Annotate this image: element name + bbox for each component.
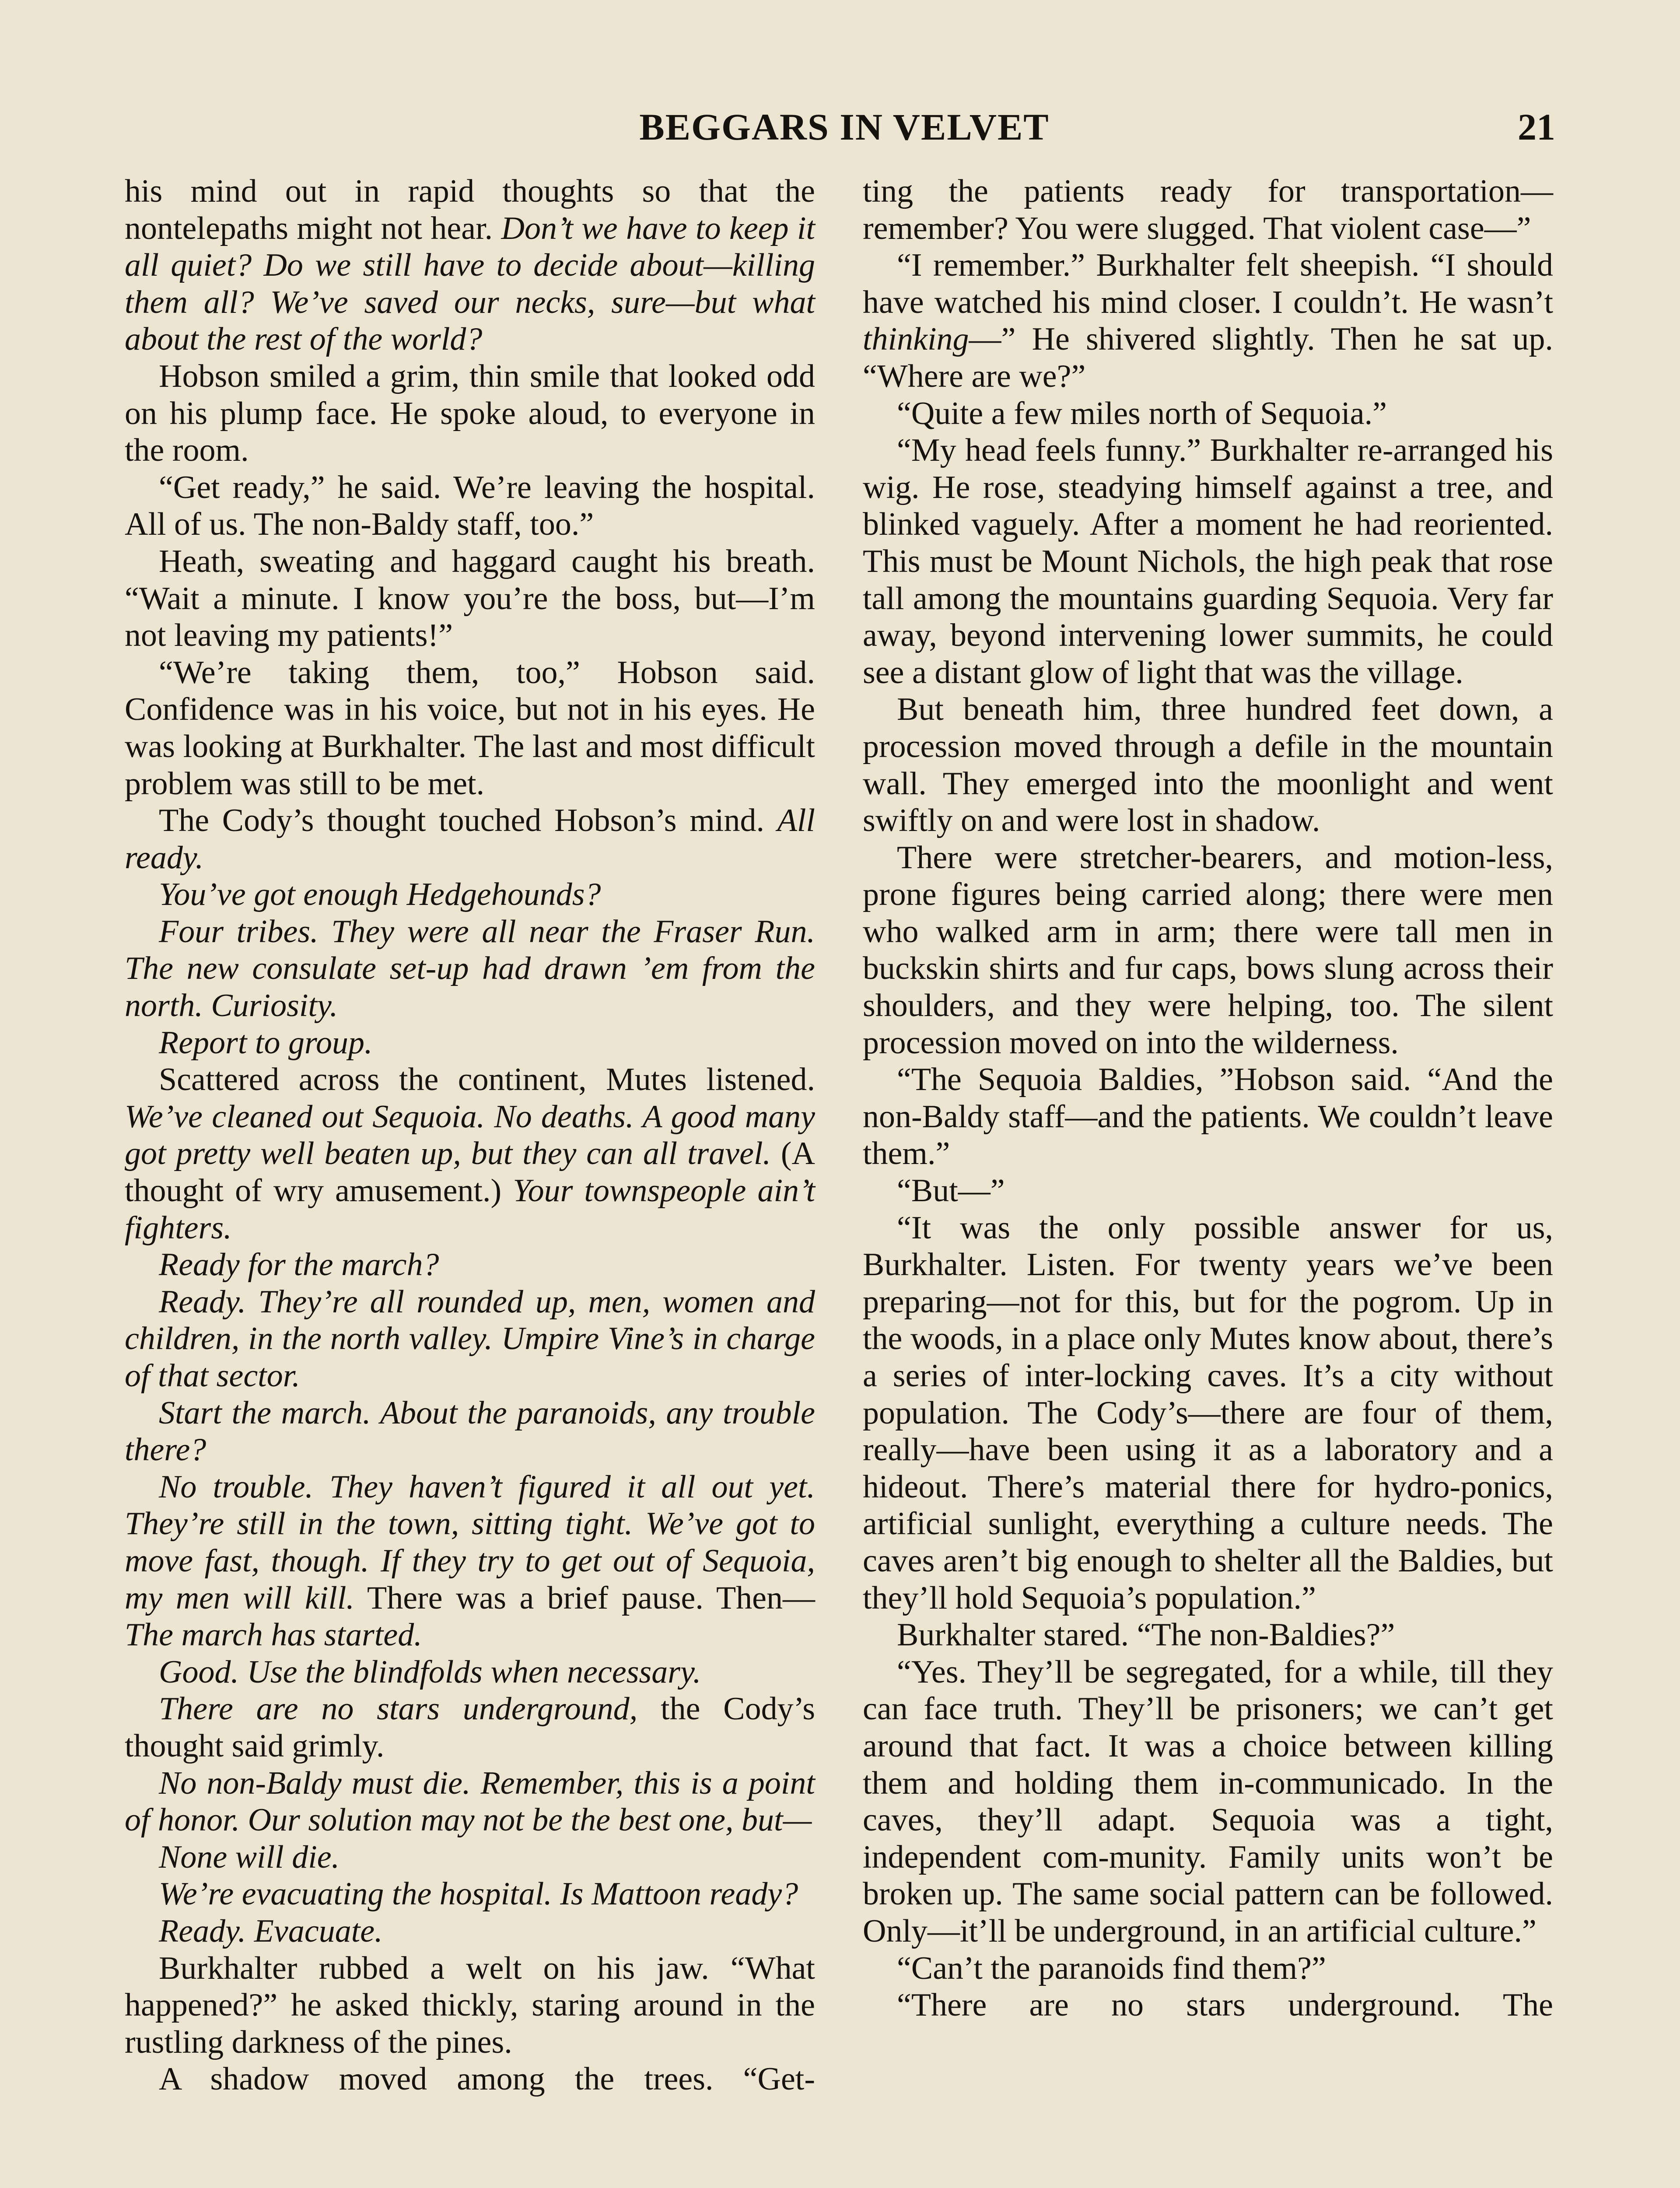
- italic-text: None will die.: [159, 1839, 340, 1875]
- text-run: “Yes. They’ll be segregated, for a while, till they can face truth. They’ll be prisoners; we can’t get around that fact. It was a choice between killing them and holding them in-communicado. In the caves, they’ll adapt. Sequoia was a tight, independent com-munity. Family units won’t be broken up. The same social pattern can be followed. Only—it’ll be underground, in an artificial culture.”: [863, 1654, 1553, 1949]
- paragraph: [125, 1950, 815, 2061]
- paragraph: [125, 654, 815, 802]
- text-run: ting the patients ready for transportation—remember? You were slugged. That violent case—”: [863, 173, 1553, 246]
- paragraph: [125, 1913, 815, 1950]
- paragraph: [863, 432, 1553, 691]
- italic-text: There are no stars underground,: [159, 1691, 638, 1727]
- left-column: [125, 173, 815, 2098]
- paragraph: [125, 2061, 815, 2098]
- paragraph: [863, 1172, 1553, 1210]
- italic-text: We’re evacuating the hospital. Is Mattoon ready?: [159, 1876, 798, 1912]
- paragraph: [863, 1061, 1553, 1172]
- text-run: “But—”: [897, 1173, 1005, 1209]
- paragraph: [863, 395, 1553, 432]
- text-run: “Can’t the paranoids find them?”: [897, 1950, 1326, 1986]
- italic-text: No trouble. They haven’t figured it all out yet. They’re still in the town, sitting tight. We’ve got to move fast, though. If they try to get out of Sequoia, my men will kill.: [125, 1469, 815, 1616]
- text-run: The Cody’s thought touched Hobson’s mind.: [159, 803, 777, 839]
- text-run: “It was the only possible answer for us, Burkhalter. Listen. For twenty years we’ve been preparing—not for this, but for the pogrom. Up in the woods, in a place only Mutes know about, there’s a series of inter-locking caves. It’s a city without population. The Cody’s—there are four of them, really—have been using it as a laboratory and a hideout. There’s material there for hydro-ponics, artificial sunlight, everything a culture needs. The caves aren’t big enough to shelter all the Baldies, but they’ll hold Sequoia’s population.”: [863, 1210, 1553, 1616]
- paragraph: [125, 1061, 815, 1246]
- paragraph: [125, 1765, 815, 1839]
- italic-text: Don’t we have to keep it all quiet? Do we still have to decide about—killing them all? We’ve saved our necks, sure—but what about the rest of the world?: [125, 210, 816, 358]
- text-run: A shadow moved among the trees. “Get-: [159, 2061, 815, 2097]
- paragraph: [125, 469, 815, 543]
- page-title: BEGGARS IN VELVET: [639, 106, 1050, 148]
- italic-text: Your townspeople ain’t fighters.: [125, 1173, 816, 1246]
- paragraph: [863, 839, 1553, 1062]
- paragraph: [863, 247, 1553, 395]
- text-run: Scattered across the continent, Mutes listened.: [159, 1062, 815, 1098]
- paragraph: [863, 1654, 1553, 1950]
- text-run: There were stretcher-bearers, and motion-less, prone figures being carried along; there were men who walked arm in arm; there were tall men in buckskin shirts and fur caps, bows slung across their shoulders, and they were helping, too. The silent procession moved on into the wilderness.: [863, 839, 1553, 1061]
- italic-text: We’ve cleaned out Sequoia. No deaths. A good many got pretty well beaten up, but they can all travel.: [125, 1098, 815, 1172]
- paragraph: [125, 543, 815, 654]
- text-run: But beneath him, three hundred feet down, a procession moved through a defile in the mountain wall. They emerged into the moonlight and went swiftly on and were lost in shadow.: [863, 691, 1553, 839]
- paragraph: [863, 691, 1553, 839]
- text-run: “I remember.” Burkhalter felt sheepish. “I should have watched his mind closer. I couldn’t. He wasn’t: [863, 247, 1553, 320]
- text-run: “My head feels funny.” Burkhalter re-arranged his wig. He rose, steadying himself against a tree, and blinked vaguely. After a moment he had reoriented. This must be Mount Nichols, the high peak that rose tall among the mountains guarding Sequoia. Very far away, beyond intervening lower summits, he could see a distant glow of light that was the village.: [863, 432, 1553, 691]
- paragraph: [125, 1024, 815, 1062]
- text-run: Burkhalter rubbed a welt on his jaw. “What happened?” he asked thickly, staring around in the rustling darkness of the pines.: [125, 1950, 815, 2060]
- paragraph: [125, 173, 815, 358]
- paragraph: [125, 913, 815, 1024]
- paragraph: [863, 173, 1553, 247]
- text-run: Heath, sweating and haggard caught his breath. “Wait a minute. I know you’re the boss, but—I’m not leaving my patients!”: [125, 543, 815, 654]
- paragraph: [863, 1210, 1553, 1617]
- paragraph: [125, 358, 815, 469]
- text-run: “There are no stars underground. The: [897, 1987, 1553, 2023]
- italic-text: Ready for the march?: [159, 1247, 439, 1283]
- italic-text: All ready.: [125, 803, 815, 876]
- paragraph: [863, 1987, 1553, 2024]
- paragraph: [125, 802, 815, 876]
- paragraph: [863, 1950, 1553, 1987]
- text-run: —” He shivered slightly. Then he sat up. “Where are we?”: [863, 321, 1553, 394]
- paragraph: [125, 1246, 815, 1283]
- italic-text: thinking: [863, 321, 969, 358]
- paragraph: [125, 1876, 815, 1913]
- italic-text: Good. Use the blindfolds when necessary.: [159, 1654, 701, 1690]
- text-run: Burkhalter stared. “The non-Baldies?”: [897, 1617, 1395, 1653]
- paragraph: [125, 1654, 815, 1691]
- text-run: “Get ready,” he said. We’re leaving the hospital. All of us. The non-Baldy staff, too.”: [125, 469, 815, 543]
- italic-text: Four tribes. They were all near the Fraser Run. The new consulate set-up had drawn ’em from the north. Curiosity.: [125, 913, 815, 1024]
- italic-text: Start the march. About the paranoids, any trouble there?: [125, 1395, 815, 1468]
- text-run: There was a brief pause. Then—: [354, 1580, 815, 1616]
- text-run: the Cody’s thought said grimly.: [125, 1691, 815, 1764]
- italic-text: You’ve got enough Hedgehounds?: [159, 877, 601, 913]
- paragraph: [863, 1616, 1553, 1654]
- text-run: “We’re taking them, too,” Hobson said. Confidence was in his voice, but not in his eyes. He was looking at Burkhalter. The last and most difficult problem was still to be met.: [125, 654, 815, 802]
- paragraph: [125, 1395, 815, 1469]
- italic-text: No non-Baldy must die. Remember, this is a point of honor. Our solution may not be the best one, but—: [125, 1765, 815, 1838]
- page-number: 21: [1518, 106, 1555, 148]
- paragraph: [125, 1469, 815, 1654]
- italic-text: The march has started.: [125, 1617, 422, 1653]
- paragraph: [125, 1839, 815, 1876]
- text-run: Hobson smiled a grim, thin smile that looked odd on his plump face. He spoke aloud, to everyone in the room.: [125, 358, 815, 469]
- right-column: [863, 173, 1553, 2024]
- text-run: “The Sequoia Baldies, ”Hobson said. “And the non-Baldy staff—and the patients. We couldn’t leave them.”: [863, 1062, 1553, 1172]
- text-run: (A thought of wry amusement.): [125, 1136, 815, 1209]
- text-run: his mind out in rapid thoughts so that the nontelepaths might not hear.: [125, 173, 815, 246]
- paragraph: [125, 1283, 815, 1395]
- paragraph: [125, 1690, 815, 1764]
- italic-text: Report to group.: [159, 1024, 373, 1061]
- paragraph: [125, 876, 815, 913]
- italic-text: Ready. They’re all rounded up, men, women and children, in the north valley. Umpire Vine’s in charge of that sector.: [125, 1283, 815, 1394]
- page-header: [122, 103, 1566, 155]
- italic-text: Ready. Evacuate.: [159, 1913, 383, 1949]
- text-run: “Quite a few miles north of Sequoia.”: [897, 395, 1387, 431]
